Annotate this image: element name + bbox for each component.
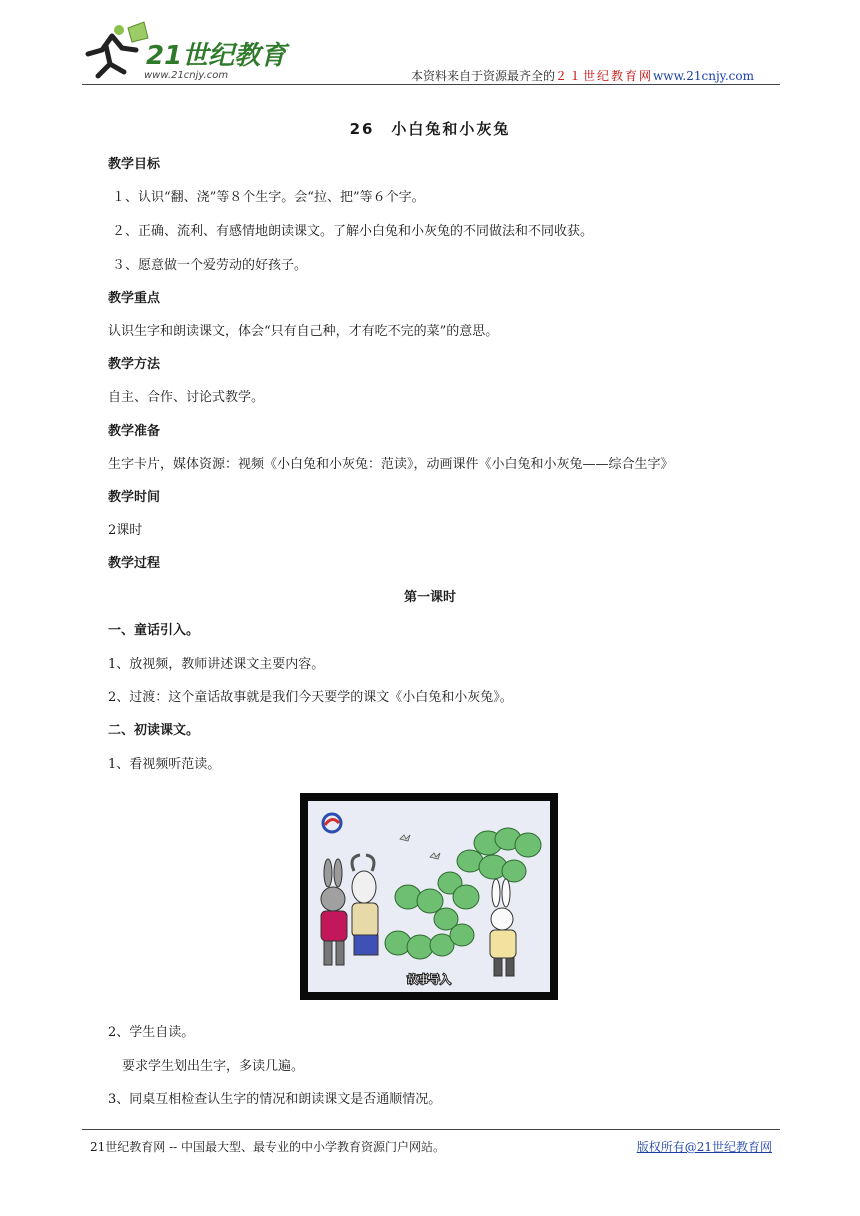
part1-item-2: 2、过渡：这个童话故事就是我们今天要学的课文《小白兔和小灰兔》。 bbox=[108, 690, 513, 705]
footer-copyright-link[interactable]: 版权所有@21世纪教育网 bbox=[636, 1140, 772, 1154]
header-note-prefix: 本资料来自于资源最齐全的 bbox=[411, 69, 556, 83]
prep-heading: 教学准备 bbox=[108, 424, 161, 439]
footer-divider bbox=[82, 1129, 780, 1130]
video-still bbox=[300, 793, 558, 1000]
time-text: 2课时 bbox=[108, 523, 143, 538]
process-heading: 教学过程 bbox=[108, 556, 161, 571]
cartoon-illustration bbox=[308, 801, 550, 992]
site-logo bbox=[82, 20, 292, 86]
part1-item-1: 1、放视频，教师讲述课文主要内容。 bbox=[108, 657, 325, 672]
footer-left-text: 21世纪教育网 -- 中国最大型、最专业的中小学教育资源门户网站。 bbox=[90, 1140, 446, 1154]
lesson-one-heading: 第一课时 bbox=[403, 590, 456, 605]
key-text: 认识生字和朗读课文，体会“只有自己种，才有吃不完的菜”的意思。 bbox=[108, 324, 499, 339]
logo-url: www.21cnjy.com bbox=[144, 70, 229, 81]
part2-heading: 二、初读课文。 bbox=[108, 723, 200, 738]
logo-text: 21世纪教育 bbox=[146, 41, 287, 71]
video-caption: 故事导入 bbox=[407, 973, 451, 986]
header-note-url[interactable]: www.21cnjy.com bbox=[653, 69, 754, 83]
part2-item-2: 2、学生自读。 bbox=[108, 1025, 195, 1040]
prep-text: 生字卡片，媒体资源：视频《小白兔和小灰兔：范读》，动画课件《小白兔和小灰兔——综合生字》 bbox=[108, 457, 674, 472]
header-divider bbox=[82, 84, 780, 85]
time-heading: 教学时间 bbox=[108, 490, 161, 505]
part2-item-2-sub: 要求学生划出生字，多读几遍。 bbox=[122, 1059, 305, 1074]
part2-item-1: 1、看视频听范读。 bbox=[108, 757, 221, 772]
document-title: 26 小白兔和小灰兔 bbox=[349, 120, 511, 138]
header-note-site: ２１世纪教育网 bbox=[555, 69, 654, 83]
key-heading: 教学重点 bbox=[108, 291, 161, 306]
part1-heading: 一、童话引入。 bbox=[108, 623, 200, 638]
logo-figure-head bbox=[114, 25, 124, 35]
goal-item-1: １、认识“翻、浇”等８个生字。会“拉、把”等６个字。 bbox=[112, 190, 425, 205]
goal-item-2: ２、正确、流利、有感情地朗读课文。了解小白兔和小灰兔的不同做法和不同收获。 bbox=[112, 224, 594, 239]
method-heading: 教学方法 bbox=[108, 357, 161, 372]
goals-heading: 教学目标 bbox=[108, 157, 161, 172]
goal-item-3: ３、愿意做一个爱劳动的好孩子。 bbox=[112, 258, 308, 273]
header-note bbox=[411, 67, 754, 84]
part2-item-3: 3、同桌互相检查认生字的情况和朗读课文是否通顺情况。 bbox=[108, 1092, 442, 1107]
method-text: 自主、合作、讨论式教学。 bbox=[108, 390, 265, 405]
